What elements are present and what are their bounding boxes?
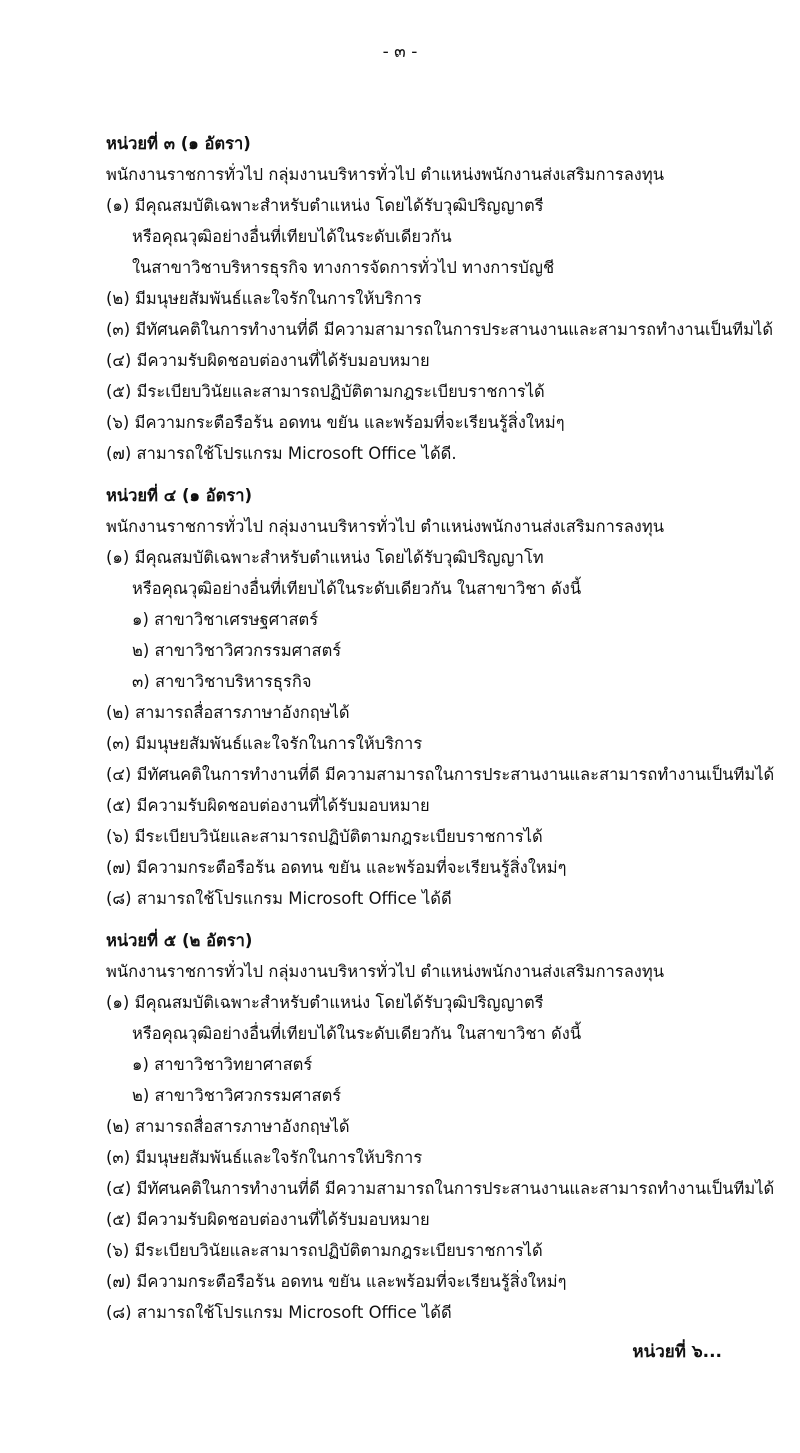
qualification-item: (๒) สามารถสื่อสารภาษาอังกฤษได้ bbox=[106, 1117, 350, 1136]
qualification-item: (๕) มีระเบียบวินัยและสามารถปฏิบัติตามกฎระเบียบราชการได้ bbox=[106, 382, 545, 401]
qualification-item: (๗) มีความกระตือรือร้น อดทน ขยัน และพร้อมที่จะเรียนรู้สิ่งใหม่ๆ bbox=[106, 1272, 567, 1291]
qualification-item: (๕) มีความรับผิดชอบต่องานที่ได้รับมอบหมาย bbox=[106, 1210, 430, 1229]
qualification-item: หรือคุณวุฒิอย่างอื่นที่เทียบได้ในระดับเดียวกัน ในสาขาวิชา ดังนี้ bbox=[132, 579, 582, 598]
qualification-item: (๖) มีระเบียบวินัยและสามารถปฏิบัติตามกฎระเบียบราชการได้ bbox=[106, 1241, 543, 1260]
continuation-note: หน่วยที่ ๖... bbox=[632, 1342, 722, 1362]
position-title: พนักงานราชการทั่วไป กลุ่มงานบริหารทั่วไป ตำแหน่งพนักงานส่งเสริมการลงทุน bbox=[106, 517, 665, 536]
qualification-item: (๔) มีความรับผิดชอบต่องานที่ได้รับมอบหมาย bbox=[106, 351, 430, 370]
unit-section bbox=[106, 925, 786, 1328]
qualification-item: (๘) สามารถใช้โปรแกรม Microsoft Office ได้ดี bbox=[106, 889, 452, 908]
unit-heading: หน่วยที่ ๕ (๒ อัตรา) bbox=[106, 931, 253, 950]
qualification-item: ๓) สาขาวิชาบริหารธุรกิจ bbox=[132, 672, 312, 691]
qualification-item: (๔) มีทัศนคติในการทำงานที่ดี มีความสามารถในการประสานงานและสามารถทำงานเป็นทีมได้ bbox=[106, 1179, 775, 1198]
qualification-item: ๑) สาขาวิชาวิทยาศาสตร์ bbox=[132, 1055, 313, 1074]
qualification-item: หรือคุณวุฒิอย่างอื่นที่เทียบได้ในระดับเดียวกัน ในสาขาวิชา ดังนี้ bbox=[132, 1024, 582, 1043]
qualification-item: (๓) มีมนุษยสัมพันธ์และใจรักในการให้บริการ bbox=[106, 734, 423, 753]
unit-heading: หน่วยที่ ๓ (๑ อัตรา) bbox=[106, 134, 251, 153]
qualification-item: (๗) มีความกระตือรือร้น อดทน ขยัน และพร้อมที่จะเรียนรู้สิ่งใหม่ๆ bbox=[106, 858, 567, 877]
qualification-item: (๓) มีมนุษยสัมพันธ์และใจรักในการให้บริการ bbox=[106, 1148, 423, 1167]
qualification-item: (๒) มีมนุษยสัมพันธ์และใจรักในการให้บริการ bbox=[106, 289, 422, 308]
unit-heading: หน่วยที่ ๔ (๑ อัตรา) bbox=[106, 486, 252, 505]
qualification-item: (๕) มีความรับผิดชอบต่องานที่ได้รับมอบหมาย bbox=[106, 796, 430, 815]
qualification-item: (๓) มีทัศนคติในการทำงานที่ดี มีความสามารถในการประสานงานและสามารถทำงานเป็นทีมได้ bbox=[106, 320, 774, 339]
position-title: พนักงานราชการทั่วไป กลุ่มงานบริหารทั่วไป ตำแหน่งพนักงานส่งเสริมการลงทุน bbox=[106, 962, 665, 981]
qualification-item: ในสาขาวิชาบริหารธุรกิจ ทางการจัดการทั่วไป ทางการบัญชี bbox=[132, 258, 555, 277]
qualification-item: (๗) สามารถใช้โปรแกรม Microsoft Office ได้ดี. bbox=[106, 444, 457, 463]
page-number: - ๓ - bbox=[382, 42, 418, 62]
qualification-item: หรือคุณวุฒิอย่างอื่นที่เทียบได้ในระดับเดียวกัน bbox=[132, 227, 452, 246]
document-body bbox=[106, 128, 786, 1339]
qualification-item: (๖) มีความกระตือรือร้น อดทน ขยัน และพร้อมที่จะเรียนรู้สิ่งใหม่ๆ bbox=[106, 413, 565, 432]
qualification-item: (๔) มีทัศนคติในการทำงานที่ดี มีความสามารถในการประสานงานและสามารถทำงานเป็นทีมได้ bbox=[106, 765, 775, 784]
unit-section bbox=[106, 480, 786, 914]
qualification-item: (๖) มีระเบียบวินัยและสามารถปฏิบัติตามกฎระเบียบราชการได้ bbox=[106, 827, 543, 846]
qualification-item: (๑) มีคุณสมบัติเฉพาะสำหรับตำแหน่ง โดยได้รับวุฒิปริญญาตรี bbox=[106, 196, 544, 215]
qualification-item: (๑) มีคุณสมบัติเฉพาะสำหรับตำแหน่ง โดยได้รับวุฒิปริญญาตรี bbox=[106, 993, 544, 1012]
qualification-item: ๒) สาขาวิชาวิศวกรรมศาสตร์ bbox=[132, 1086, 342, 1105]
qualification-item: (๑) มีคุณสมบัติเฉพาะสำหรับตำแหน่ง โดยได้รับวุฒิปริญญาโท bbox=[106, 548, 544, 567]
qualification-item: ๒) สาขาวิชาวิศวกรรมศาสตร์ bbox=[132, 641, 342, 660]
qualification-item: (๒) สามารถสื่อสารภาษาอังกฤษได้ bbox=[106, 703, 350, 722]
qualification-item: ๑) สาขาวิชาเศรษฐศาสตร์ bbox=[132, 610, 319, 629]
unit-section bbox=[106, 128, 786, 469]
position-title: พนักงานราชการทั่วไป กลุ่มงานบริหารทั่วไป ตำแหน่งพนักงานส่งเสริมการลงทุน bbox=[106, 165, 665, 184]
qualification-item: (๘) สามารถใช้โปรแกรม Microsoft Office ได้ดี bbox=[106, 1303, 452, 1322]
